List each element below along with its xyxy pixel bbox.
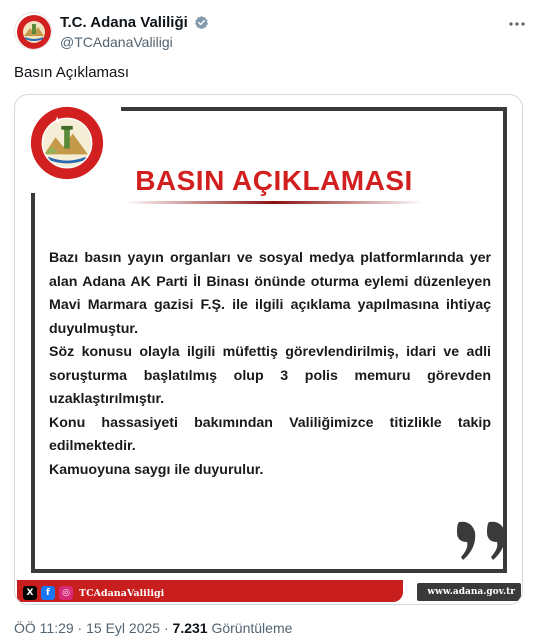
- adana-valiligi-seal-icon: [29, 105, 105, 181]
- meta-separator: ·: [73, 620, 87, 636]
- media-card[interactable]: [14, 94, 523, 605]
- announcement-body: [49, 247, 491, 482]
- facebook-icon: f: [41, 586, 55, 600]
- view-count-label: Görüntüleme: [207, 620, 293, 636]
- announcement-paragraph: Bazı basın yayın organları ve sosyal medya platformlarında yer alan Adana AK Parti İl Binası önünde oturma eylemi düzenleyen Mavi Marmara gazisi F.Ş. ile ilgili açıklama yapılmasına ihtiyaç duyulmuştur.: [49, 250, 491, 337]
- announcement-title: BASIN AÇIKLAMASI: [135, 165, 413, 196]
- adana-seal-icon: [15, 13, 52, 50]
- tweet-date[interactable]: 15 Eyl 2025: [86, 620, 161, 636]
- meta-separator: ·: [160, 620, 173, 636]
- footer-website-url: www.adana.gov.tr: [427, 587, 515, 597]
- verified-badge-icon: [194, 15, 209, 30]
- avatar[interactable]: [14, 12, 52, 50]
- frame-top-border: [121, 107, 507, 111]
- tweet-text: Basın Açıklaması: [14, 64, 130, 81]
- frame-right-border: [503, 107, 507, 573]
- announcement-title-block: [119, 159, 429, 209]
- x-icon: X: [23, 586, 37, 600]
- more-options-icon[interactable]: [507, 14, 527, 34]
- announcement-paragraph: Söz konusu olayla ilgili müfettiş görevlendirilmiş, idari ve adli soruşturma başlatılmış olup 3 polis memuru görevden uzaklaştırılmıştır.: [49, 344, 491, 407]
- frame-bottom-border: [31, 569, 507, 573]
- instagram-icon: ◎: [59, 586, 73, 600]
- card-footer: [15, 580, 523, 605]
- announcement-paragraph: Konu hassasiyeti bakımından Valiliğimizce titizlikle takip edilmektedir.: [49, 414, 491, 454]
- tweet-header: [14, 12, 529, 52]
- footer-handle: TCAdanaValiligi: [79, 587, 165, 599]
- frame-left-border: [31, 193, 35, 573]
- view-count: 7.231: [172, 620, 208, 636]
- announcement-paragraph: Kamuoyuna saygı ile duyurulur.: [49, 461, 264, 478]
- author-handle[interactable]: @TCAdanaValiligi: [60, 34, 173, 50]
- tweet-meta: [14, 619, 292, 637]
- footer-website: [417, 583, 521, 601]
- quote-mark-icon: [455, 518, 515, 564]
- title-underline: [125, 201, 423, 204]
- footer-social: [23, 584, 164, 602]
- tweet-time[interactable]: ÖÖ 11:29: [14, 620, 74, 636]
- author-display-name[interactable]: T.C. Adana Valiliği: [60, 14, 188, 31]
